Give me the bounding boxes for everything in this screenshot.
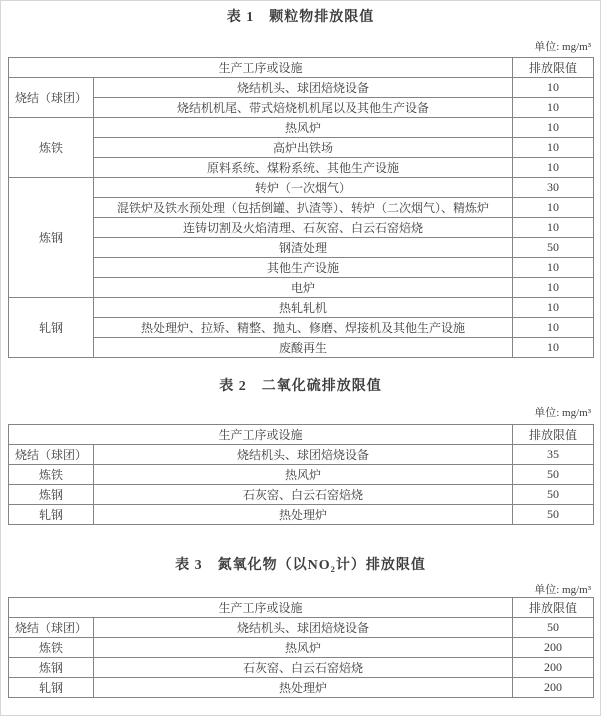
- table1-unit-note: 单位: mg/m³: [534, 41, 591, 53]
- limit-value-cell: 10: [513, 258, 594, 278]
- process-group-cell: 炼钢: [9, 485, 94, 505]
- limit-value-cell: 10: [513, 338, 594, 358]
- process-group-cell: 炼铁: [9, 465, 94, 485]
- facility-cell: 热处理炉: [94, 678, 513, 698]
- limit-value-cell: 10: [513, 298, 594, 318]
- limit-column-header: 排放限值: [513, 598, 594, 618]
- table-header-row: [9, 58, 594, 78]
- limit-value-cell: 50: [513, 485, 594, 505]
- so2-limits-table: [8, 424, 594, 525]
- facility-cell: 电炉: [94, 278, 513, 298]
- facility-cell: 混铁炉及铁水预处理（包括倒罐、扒渣等）、转炉（二次烟气）、精炼炉: [94, 198, 513, 218]
- limit-value-cell: 10: [513, 78, 594, 98]
- table-row: [9, 465, 594, 485]
- process-column-header: 生产工序或设施: [9, 58, 513, 78]
- process-group-cell: 轧钢: [9, 505, 94, 525]
- table3-title: 表 3 氮氧化物（以NO₂计）排放限值: [175, 558, 426, 573]
- table-row: [9, 218, 594, 238]
- table3-section: [8, 556, 593, 698]
- facility-cell: 连铸切割及火焰清理、石灰窑、白云石窑焙烧: [94, 218, 513, 238]
- process-column-header: 生产工序或设施: [9, 598, 513, 618]
- process-group-cell: 炼铁: [9, 118, 94, 178]
- limit-value-cell: 10: [513, 198, 594, 218]
- table-row: [9, 138, 594, 158]
- table-row: [9, 98, 594, 118]
- table-row: [9, 678, 594, 698]
- table-row: [9, 278, 594, 298]
- table-row: [9, 658, 594, 678]
- table2-unit-note: 单位: mg/m³: [534, 407, 591, 419]
- process-group-cell: 炼钢: [9, 178, 94, 298]
- process-group-cell: 烧结（球团）: [9, 618, 94, 638]
- limit-value-cell: 200: [513, 658, 594, 678]
- table-row: [9, 485, 594, 505]
- facility-cell: 烧结机头、球团焙烧设备: [94, 445, 513, 465]
- table1-section: [8, 8, 593, 358]
- process-group-cell: 烧结（球团）: [9, 78, 94, 118]
- table-row: [9, 638, 594, 658]
- limit-value-cell: 10: [513, 158, 594, 178]
- process-group-cell: 炼铁: [9, 638, 94, 658]
- facility-cell: 转炉（一次烟气）: [94, 178, 513, 198]
- process-group-cell: 轧钢: [9, 678, 94, 698]
- facility-cell: 高炉出铁场: [94, 138, 513, 158]
- table-row: [9, 198, 594, 218]
- table-header-row: [9, 425, 594, 445]
- table-row: [9, 158, 594, 178]
- limit-value-cell: 10: [513, 218, 594, 238]
- table3-unit-note: 单位: mg/m³: [534, 584, 591, 596]
- facility-cell: 热处理炉: [94, 505, 513, 525]
- limit-value-cell: 10: [513, 98, 594, 118]
- facility-cell: 石灰窑、白云石窑焙烧: [94, 658, 513, 678]
- particulate-limits-table: [8, 57, 594, 358]
- limit-value-cell: 30: [513, 178, 594, 198]
- table-row: [9, 618, 594, 638]
- limit-value-cell: 10: [513, 138, 594, 158]
- table-row: [9, 338, 594, 358]
- table-row: [9, 118, 594, 138]
- limit-value-cell: 200: [513, 638, 594, 658]
- process-column-header: 生产工序或设施: [9, 425, 513, 445]
- limit-value-cell: 10: [513, 278, 594, 298]
- facility-cell: 烧结机头、球团焙烧设备: [94, 78, 513, 98]
- facility-cell: 烧结机头、球团焙烧设备: [94, 618, 513, 638]
- table-row: [9, 318, 594, 338]
- limit-value-cell: 50: [513, 618, 594, 638]
- table-row: [9, 178, 594, 198]
- facility-cell: 热轧轧机: [94, 298, 513, 318]
- limit-value-cell: 10: [513, 118, 594, 138]
- limit-value-cell: 50: [513, 505, 594, 525]
- limit-column-header: 排放限值: [513, 58, 594, 78]
- facility-cell: 其他生产设施: [94, 258, 513, 278]
- table-row: [9, 298, 594, 318]
- nox-limits-table: [8, 597, 594, 698]
- limit-value-cell: 35: [513, 445, 594, 465]
- facility-cell: 烧结机机尾、带式焙烧机机尾以及其他生产设备: [94, 98, 513, 118]
- facility-cell: 石灰窑、白云石窑焙烧: [94, 485, 513, 505]
- process-group-cell: 炼钢: [9, 658, 94, 678]
- facility-cell: 原料系统、煤粉系统、其他生产设施: [94, 158, 513, 178]
- facility-cell: 热风炉: [94, 118, 513, 138]
- table-row: [9, 78, 594, 98]
- facility-cell: 热处理炉、拉矫、精整、抛丸、修磨、焊接机及其他生产设施: [94, 318, 513, 338]
- table-row: [9, 238, 594, 258]
- facility-cell: 热风炉: [94, 638, 513, 658]
- table-row: [9, 258, 594, 278]
- limit-value-cell: 50: [513, 238, 594, 258]
- table-row: [9, 445, 594, 465]
- limit-value-cell: 50: [513, 465, 594, 485]
- table2-title: 表 2 二氧化硫排放限值: [219, 379, 382, 394]
- process-group-cell: 烧结（球团）: [9, 445, 94, 465]
- facility-cell: 钢渣处理: [94, 238, 513, 258]
- table1-title: 表 1 颗粒物排放限值: [226, 10, 375, 25]
- facility-cell: 废酸再生: [94, 338, 513, 358]
- table2-section: [8, 377, 593, 525]
- limit-value-cell: 10: [513, 318, 594, 338]
- limit-value-cell: 200: [513, 678, 594, 698]
- limit-column-header: 排放限值: [513, 425, 594, 445]
- facility-cell: 热风炉: [94, 465, 513, 485]
- table-row: [9, 505, 594, 525]
- process-group-cell: 轧钢: [9, 298, 94, 358]
- table-header-row: [9, 598, 594, 618]
